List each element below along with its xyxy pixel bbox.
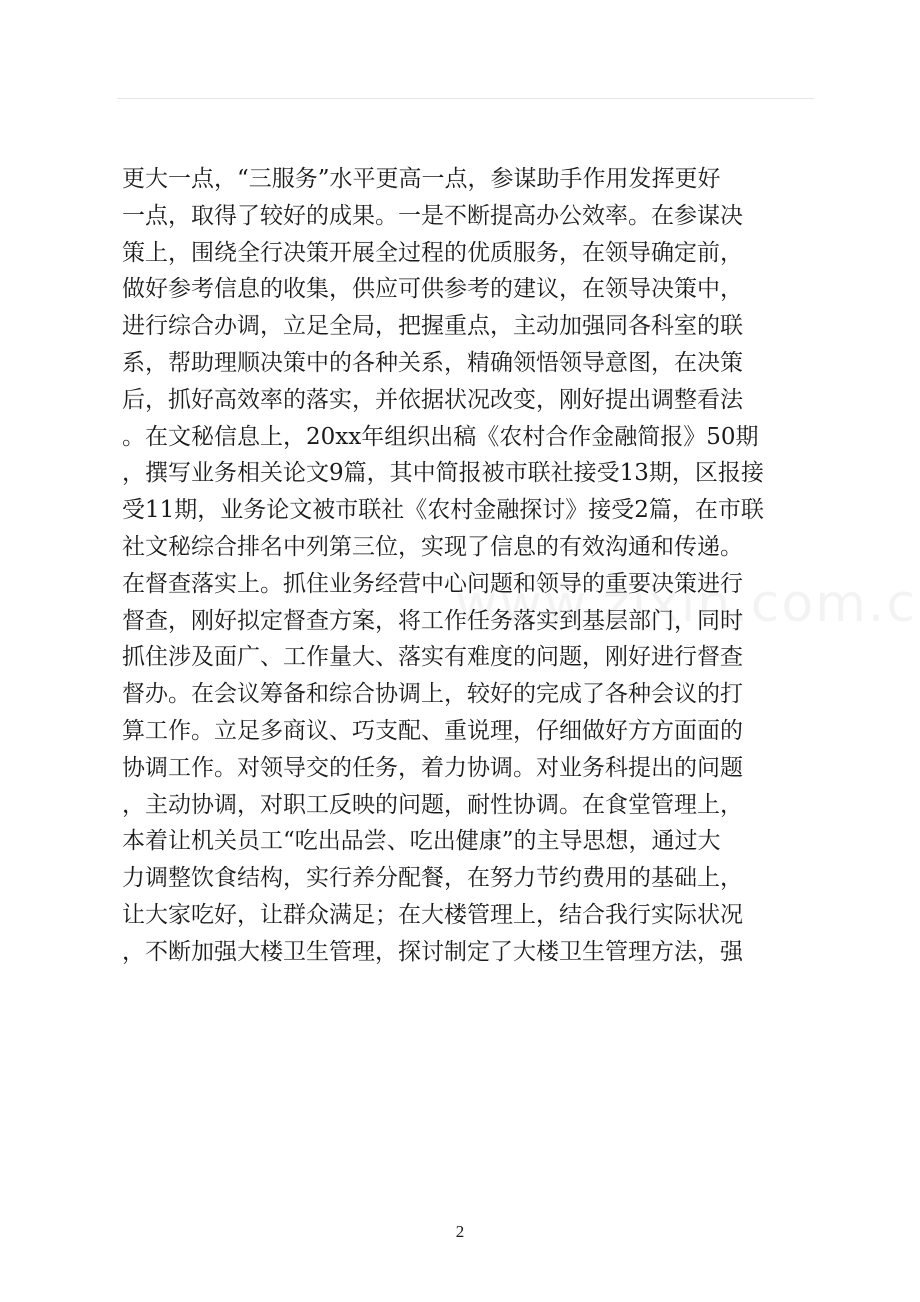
page-number: 2 (455, 1222, 465, 1241)
text-line: 本着让机关员工“吃出品尝、吃出健康”的主导思想，通过大 (122, 828, 721, 855)
text-line: 更大一点，“三服务”水平更高一点，参谋助手作用发挥更好 (122, 166, 721, 192)
text-line: 做好参考信息的收集，供应可供参考的建议，在领导决策中， (122, 276, 743, 303)
text-line: 督查，刚好拟定督查方案，将工作任务落实到基层部门，同时 (122, 607, 743, 634)
text-line: 策上，围绕全行决策开展全过程的优质服务，在领导确定前， (122, 239, 743, 266)
text-line: 在督查落实上。抓住业务经营中心问题和领导的重要决策进行 (122, 570, 743, 597)
text-line: ，主动协调，对职工反映的问题，耐性协调。在食堂管理上， (122, 791, 743, 818)
text-line: 督办。在会议筹备和综合协调上，较好的完成了各种会议的打 (122, 681, 743, 708)
header-rule (117, 98, 814, 99)
text-line: 让大家吃好，让群众满足；在大楼管理上，结合我行实际状况 (122, 901, 743, 928)
text-line: 进行综合办调，立足全局，把握重点，主动加强同各科室的联 (122, 313, 743, 340)
text-line: 抓住涉及面广、工作量大、落实有难度的问题，刚好进行督查 (122, 644, 743, 671)
text-line: 。在文秘信息上，20xx年组织出稿《农村合作金融简报》50期 (122, 423, 759, 450)
text-line: 协调工作。对领导交的任务，着力协调。对业务科提出的问题 (122, 754, 743, 781)
body-text (122, 161, 812, 971)
text-line: 受11期，业务论文被市联社《农村金融探讨》接受2篇，在市联 (122, 497, 764, 524)
text-line: 算工作。立足多商议、巧支配、重说理，仔细做好方方面面的 (122, 717, 743, 744)
text-line: 后，抓好高效率的落实，并依据状况改变，刚好提出调整看法 (122, 386, 743, 413)
text-line: ，不断加强大楼卫生管理，探讨制定了大楼卫生管理方法，强 (122, 938, 743, 965)
text-line: 社文秘综合排名中列第三位，实现了信息的有效沟通和传递。 (122, 533, 743, 560)
text-line: 系，帮助理顺决策中的各种关系，精确领悟领导意图，在决策 (122, 349, 743, 376)
text-line: ，撰写业务相关论文9篇，其中简报被市联社接受13期，区报接 (122, 460, 764, 487)
text-line: 一点，取得了较好的成果。一是不断提高办公效率。在参谋决 (122, 202, 743, 229)
text-line: 力调整饮食结构，实行养分配餐，在努力节约费用的基础上， (122, 865, 743, 892)
